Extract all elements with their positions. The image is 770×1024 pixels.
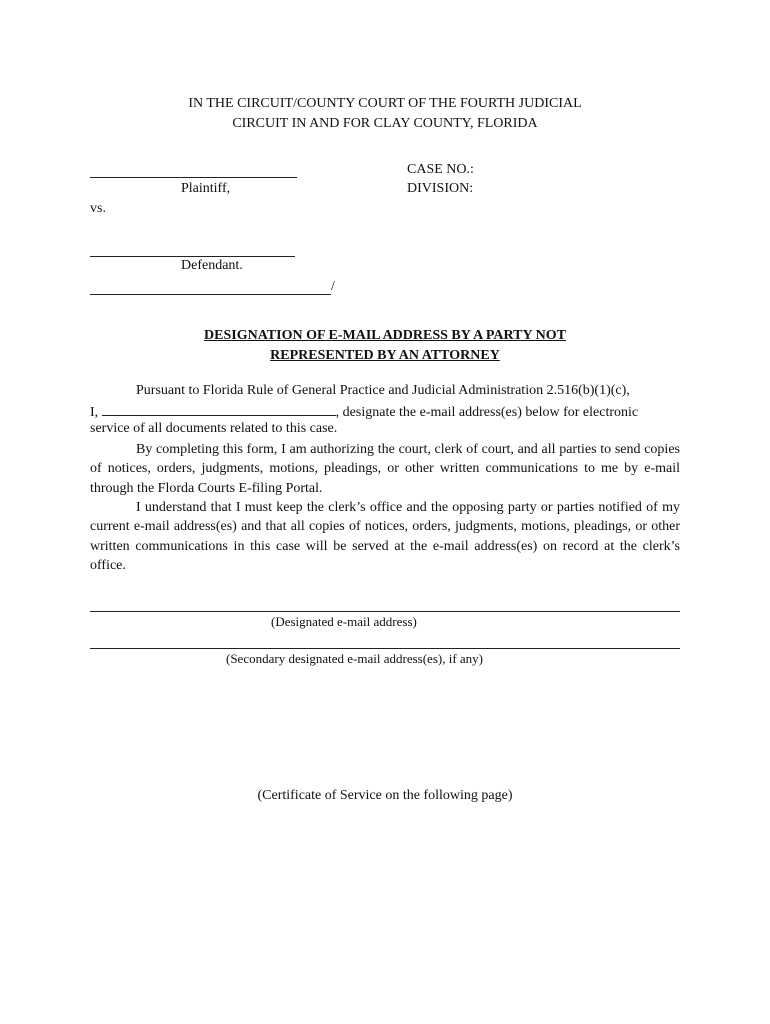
paragraph-1-text-a: Pursuant to Florida Rule of General Practice and Judicial Administration 2.516(b)(1)(c), — [136, 383, 630, 398]
paragraph-1-line-1 — [136, 383, 630, 399]
defendant-label: Defendant. — [181, 258, 243, 273]
form-title-line-2: REPRESENTED BY AN ATTORNEY — [270, 348, 500, 363]
party-name-blank[interactable] — [102, 402, 336, 416]
certificate-of-service-note: (Certificate of Service on the following page) — [257, 788, 513, 803]
paragraph-3-text: I understand that I must keep the clerk’s office and the opposing party or parties notified of my current e-mail address(es) and that all copies of notices, orders, judgments, motions, pleadings, or other written communications in this case will be served at the e-mail address(es) on record at the clerk’s office. — [90, 500, 680, 573]
paragraph-2-text: By completing this form, I am authorizing the court, clerk of court, and all parties to send copies of notices, orders, judgments, motions, pleadings, or other written communications to me by e-mail through the Florda Courts E-filing Portal. — [90, 442, 680, 496]
designated-email-label: (Designated e-mail address) — [271, 614, 417, 629]
form-title-line-1: DESIGNATION OF E-MAIL ADDRESS BY A PARTY NOT — [204, 328, 566, 343]
paragraph-1-line-2 — [90, 402, 680, 421]
secondary-email-line[interactable] — [90, 648, 680, 649]
paragraph-1-suffix: , designate the e-mail address(es) below for electronic — [335, 405, 639, 420]
court-header-line-2: CIRCUIT IN AND FOR CLAY COUNTY, FLORIDA — [232, 116, 538, 131]
case-number-label: CASE NO.: — [407, 162, 474, 177]
court-header — [90, 94, 680, 134]
form-title — [90, 326, 680, 366]
paragraph-1-prefix: I, — [90, 405, 99, 420]
vs-label: vs. — [90, 201, 106, 216]
paragraph-2 — [90, 440, 680, 498]
paragraph-1-line-3: service of all documents related to this case. — [90, 421, 338, 436]
caption-closing-line — [90, 294, 331, 295]
court-header-line-1: IN THE CIRCUIT/COUNTY COURT OF THE FOURTH JUDICIAL — [188, 96, 582, 111]
paragraph-3 — [90, 498, 680, 575]
designated-email-line[interactable] — [90, 611, 680, 612]
plaintiff-name-line[interactable] — [90, 177, 297, 178]
secondary-email-label: (Secondary designated e-mail address(es), if any) — [226, 651, 484, 666]
defendant-name-line[interactable] — [90, 256, 295, 257]
plaintiff-label: Plaintiff, — [181, 181, 231, 196]
division-label: DIVISION: — [407, 181, 474, 196]
caption-closing-slash: / — [331, 279, 335, 294]
